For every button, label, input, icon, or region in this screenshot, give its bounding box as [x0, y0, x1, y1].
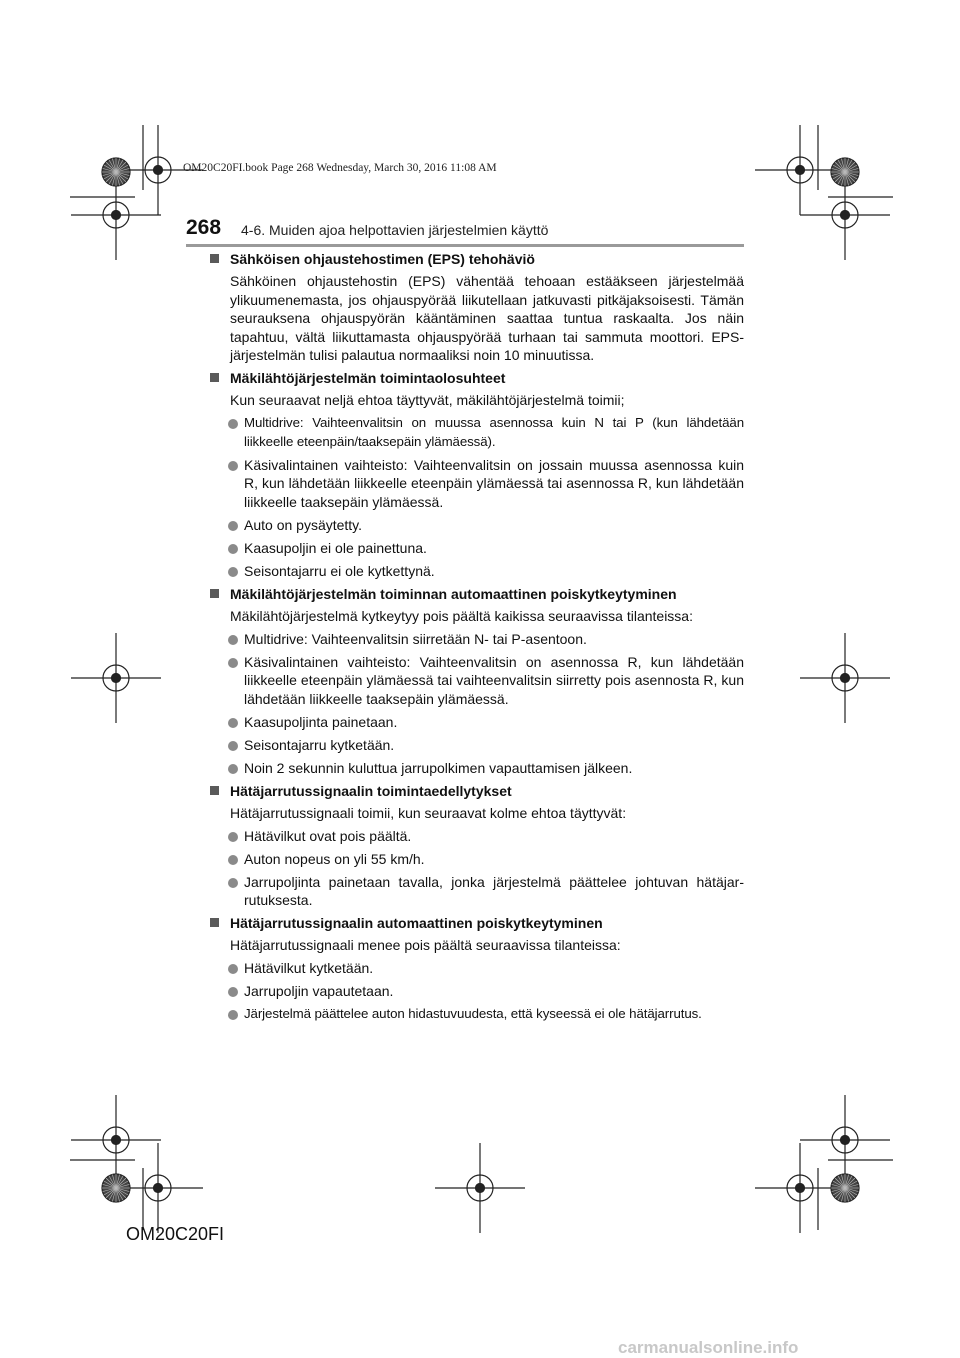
list-item: Käsivalintainen vaihteisto: Vaihteenvalitsin on asennossa R, kun lähdetään liikkeelle eteenpäin ylämäessä tai vaihteenvalitsin siirretty pois asennosta R, kun lähdetään liikkeelle taaksepäin ylämäessä. — [210, 653, 744, 709]
section — [210, 369, 744, 580]
section-body: Hätäjarrutussignaali menee pois päältä seuraavissa tilanteissa: — [230, 937, 621, 953]
circle-bullet-icon — [228, 764, 238, 774]
square-bullet-icon — [210, 786, 219, 795]
circle-bullet-icon — [228, 718, 238, 728]
section-title: Mäkilähtöjärjestelmän toimintaolosuhteet — [210, 369, 744, 388]
square-bullet-icon — [210, 918, 219, 927]
circle-bullet-icon — [228, 964, 238, 974]
circle-bullet-icon — [228, 658, 238, 668]
registration-dot — [841, 211, 850, 220]
list-item: Seisontajarru kytketään. — [210, 736, 744, 755]
section-body: Sähköinen ohjaustehostin (EPS) vähentää tehoaan estääkseen järjestelmää ylikuumenemasta, jos ohjauspyörää liikutellaan jatkuvasti pitkäjaksoisesti. Tämän seurauksena ohjauspyörän kääntäminen saattaa tuntua raskaalta. Jos näin tapahtuu, vältä liikuttamasta ohjauspyörää turhaan tai sammuta moottori. EPS-järjestelmän tulisi palautua normaaliksi noin 10 minuutissa. — [230, 273, 744, 363]
list-item: Hätävilkut ovat pois päältä. — [210, 827, 744, 846]
section — [210, 782, 744, 910]
circle-bullet-icon — [228, 544, 238, 554]
registration-dot — [112, 674, 121, 683]
registration-dot — [112, 211, 121, 220]
list-item: Auto on pysäytetty. — [210, 516, 744, 535]
header-rule — [186, 244, 744, 247]
footer-code: OM20C20FI — [126, 1224, 225, 1244]
circle-bullet-icon — [228, 635, 238, 645]
list-item: Multidrive: Vaihteenvalitsin on muussa asennossa kuin N tai P (kun lähdetään liikkeelle eteenpäin/taaksepäin ylämäessä). — [210, 414, 744, 451]
registration-dot — [796, 1184, 805, 1193]
registration-dot — [154, 1184, 163, 1193]
page-content — [210, 250, 744, 1028]
list-item: Seisontajarru ei ole kytkettynä. — [210, 562, 744, 581]
list-item: Jarrupoljin vapautetaan. — [210, 982, 744, 1001]
circle-bullet-icon — [228, 567, 238, 577]
list-item: Auton nopeus on yli 55 km/h. — [210, 850, 744, 869]
circle-bullet-icon — [228, 419, 238, 429]
section-body: Mäkilähtöjärjestelmä kytkeytyy pois päältä kaikissa seuraavissa tilanteissa: — [230, 607, 693, 624]
circle-bullet-icon — [228, 461, 238, 471]
registration-dot — [476, 1184, 485, 1193]
circle-bullet-icon — [228, 832, 238, 842]
section-body: Kun seuraavat neljä ehtoa täyttyvät, mäkilähtöjärjestelmä toimii; — [230, 392, 625, 408]
list-item: Hätävilkut kytketään. — [210, 959, 744, 978]
registration-dot — [154, 166, 163, 175]
registration-dot — [841, 1136, 850, 1145]
registration-dot — [112, 1136, 121, 1145]
square-bullet-icon — [210, 589, 219, 598]
list-item: Käsivalintainen vaihteisto: Vaihteenvalitsin on jossain muussa asennossa kuin R, kun lähdetään liikkeelle eteenpäin ylämäessä tai asennossa R, kun lähdetään liikkeelle taaksepäin ylämäessä. — [210, 456, 744, 512]
section-body: Hätäjarrutussignaali toimii, kun seuraavat kolme ehtoa täyttyvät: — [230, 804, 627, 821]
list-item: Kaasupoljinta painetaan. — [210, 713, 744, 732]
square-bullet-icon — [210, 254, 219, 263]
list-item: Järjestelmä päättelee auton hidastuvuudesta, että kyseessä ei ole hätäjarrutus. — [210, 1005, 744, 1024]
page-number: 268 — [186, 216, 222, 239]
circle-bullet-icon — [228, 1010, 238, 1020]
watermark: carmanualsonline.info — [618, 1338, 799, 1357]
section — [210, 585, 744, 778]
list-item: Multidrive: Vaihteenvalitsin siirretään N- tai P-asentoon. — [210, 630, 744, 649]
section-title: Hätäjarrutussignaalin toimintaedellytykset — [210, 782, 744, 801]
list-item: Noin 2 sekunnin kuluttua jarrupolkimen vapauttamisen jälkeen. — [210, 759, 744, 778]
section-title: Sähköisen ohjaustehostimen (EPS) tehohäviö — [210, 250, 744, 269]
circle-bullet-icon — [228, 741, 238, 751]
circle-bullet-icon — [228, 521, 238, 531]
circle-bullet-icon — [228, 855, 238, 865]
circle-bullet-icon — [228, 878, 238, 888]
section — [210, 250, 744, 365]
list-item: Kaasupoljin ei ole painettuna. — [210, 539, 744, 558]
section — [210, 914, 744, 1024]
circle-bullet-icon — [228, 987, 238, 997]
section-title: Mäkilähtöjärjestelmän toiminnan automaattinen poiskytkeytyminen — [210, 585, 744, 604]
book-info: OM20C20FI.book Page 268 Wednesday, March 30, 2016 11:08 AM — [183, 162, 497, 174]
square-bullet-icon — [210, 373, 219, 382]
running-header: 4-6. Muiden ajoa helpottavien järjestelmien käyttö — [241, 222, 549, 238]
registration-dot — [796, 166, 805, 175]
section-title: Hätäjarrutussignaalin automaattinen poiskytkeytyminen — [210, 914, 744, 933]
registration-dot — [841, 674, 850, 683]
list-item: Jarrupoljinta painetaan tavalla, jonka järjestelmä päättelee johtuvan hätäjarrutuksesta. — [210, 873, 744, 910]
